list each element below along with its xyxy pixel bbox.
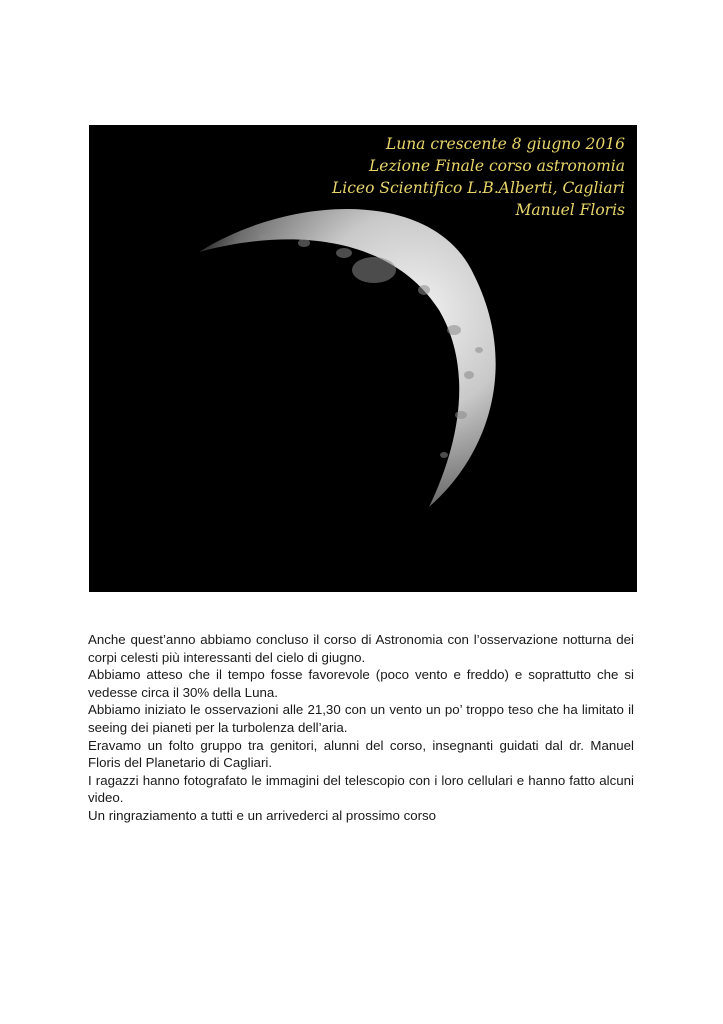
caption-line-lesson: Lezione Finale corso astronomia xyxy=(368,157,625,175)
caption-line-title: Luna crescente 8 giugno 2016 xyxy=(385,135,625,153)
moon-photo xyxy=(89,125,637,592)
caption-line-school: Liceo Scientifico L.B.Alberti, Cagliari xyxy=(331,179,625,197)
paragraph: Abbiamo iniziato le osservazioni alle 21,30 con un vento un po’ troppo teso che ha limitato il seeing dei pianeti per la turbolenza dell’aria. xyxy=(88,702,634,735)
paragraph: Anche quest’anno abbiamo concluso il corso di Astronomia con l’osservazione notturna dei corpi celesti più interessanti del cielo di giugno. xyxy=(88,632,634,665)
article-body xyxy=(88,631,634,825)
paragraph: I ragazzi hanno fotografato le immagini del telescopio con i loro cellulari e hanno fatto alcuni video. xyxy=(88,772,634,806)
paragraph: Un ringraziamento a tutti e un arrivederci al prossimo corso xyxy=(88,807,437,823)
caption-line-author: Manuel Floris xyxy=(515,201,625,219)
photo-caption xyxy=(332,133,625,221)
paragraph: Eravamo un folto gruppo tra genitori, alunni del corso, insegnanti guidati dal dr. Manuel Floris del Planetario di Cagliari. xyxy=(88,737,634,771)
paragraph: Abbiamo atteso che il tempo fosse favorevole (poco vento e freddo) e soprattutto che si vedesse circa il 30% della Luna. xyxy=(88,667,634,700)
